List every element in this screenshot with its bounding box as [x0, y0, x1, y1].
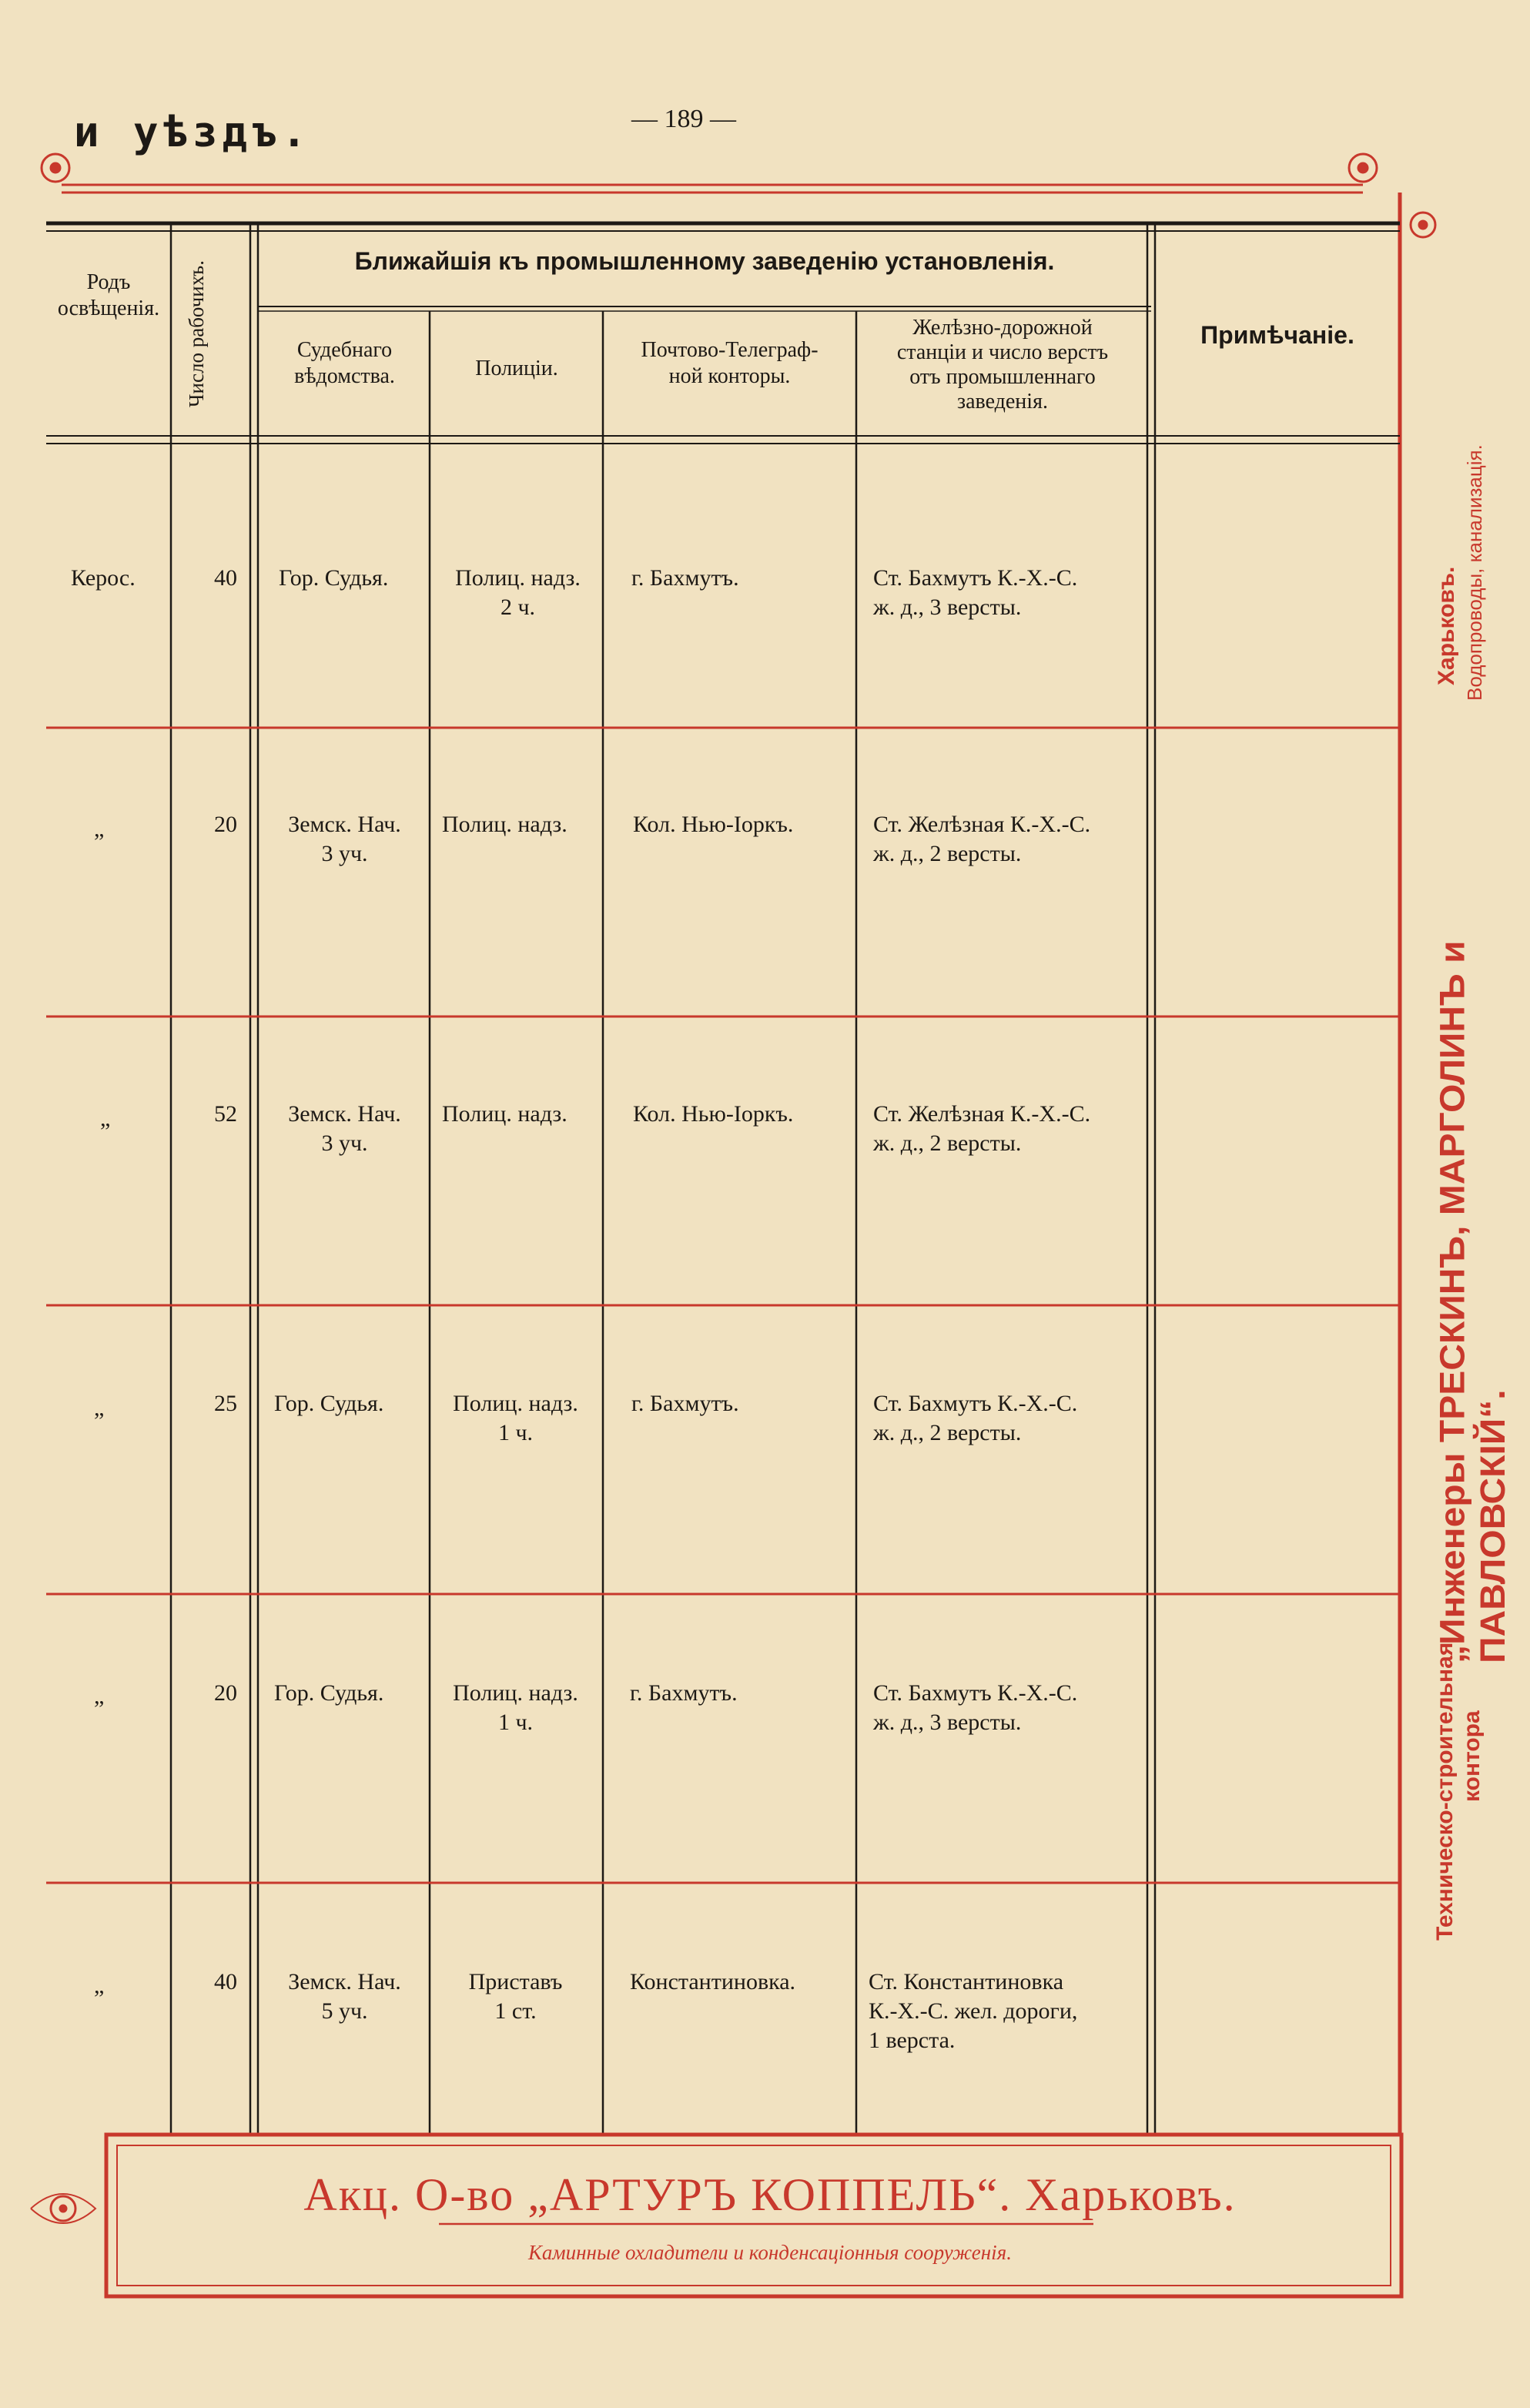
- col-court-header: Судебнаго вѣдомства.: [294, 338, 395, 388]
- row1-court: Гор. Судья.: [279, 565, 389, 591]
- bottom-ad-title: Акц. О-во „АРТУРЪ КОППЕЛЬ“. Харьковъ.: [303, 2169, 1237, 2220]
- bottom-ad-subtitle: Каминные охладители и конденсаціонныя сооруженія.: [528, 2241, 1012, 2264]
- row5-workers: 20: [214, 1680, 237, 1706]
- row2-railway: Ст. Желѣзная К.-Х.-С. ж. д., 2 версты.: [873, 812, 1091, 866]
- row6-court: Земск. Нач. 5 уч.: [288, 1969, 401, 2024]
- row6-lighting: „: [94, 1973, 105, 1998]
- col-remarks-header: Примѣчаніе.: [1200, 321, 1354, 349]
- row6-police: Приставъ 1 ст.: [468, 1969, 563, 2024]
- row3-railway: Ст. Желѣзная К.-Х.-С. ж. д., 2 версты.: [873, 1101, 1091, 1156]
- row1-railway: Ст. Бахмутъ К.-Х.-С. ж. д., 3 версты.: [873, 565, 1078, 620]
- row5-post: г. Бахмутъ.: [630, 1680, 738, 1706]
- page-heading: и уѣздъ.: [74, 108, 312, 156]
- side-ad-line2: контора: [1459, 1710, 1485, 1802]
- col-police-header: Полиціи.: [475, 357, 558, 380]
- row4-post: г. Бахмутъ.: [631, 1391, 739, 1416]
- side-ad-services: Водопроводы, канализація.: [1463, 444, 1486, 701]
- row4-lighting: „: [94, 1395, 105, 1421]
- row6-post: Константиновка.: [630, 1969, 796, 1994]
- page-number: — 189 —: [631, 105, 736, 133]
- row1-post: г. Бахмутъ.: [631, 565, 739, 591]
- col-post-header: Почтово-Телеграф- ной конторы.: [641, 338, 819, 388]
- row2-lighting: „: [94, 816, 105, 842]
- row5-police: Полиц. надз. 1 ч.: [453, 1680, 578, 1735]
- row5-railway: Ст. Бахмутъ К.-Х.-С. ж. д., 3 версты.: [873, 1680, 1078, 1735]
- row6-railway: Ст. Константиновка К.-Х.-С. жел. дороги, 1 верста.: [869, 1969, 1078, 2053]
- col-workers-header: Число рабочихъ.: [185, 260, 208, 408]
- row5-court: Гор. Судья.: [274, 1680, 384, 1706]
- col-nearest-group-header: Ближайшія къ промышленному заведенію установленія.: [354, 247, 1055, 275]
- row6-workers: 40: [214, 1969, 237, 1994]
- col-lighting-header: Родъ освѣщенія.: [57, 270, 160, 320]
- row3-post: Кол. Нью-Іоркъ.: [633, 1101, 794, 1127]
- row2-police: Полиц. надз.: [442, 812, 567, 837]
- row4-police: Полиц. надз. 1 ч.: [453, 1391, 578, 1445]
- row2-post: Кол. Нью-Іоркъ.: [633, 812, 794, 837]
- row4-railway: Ст. Бахмутъ К.-Х.-С. ж. д., 2 версты.: [873, 1391, 1078, 1445]
- row2-court: Земск. Нач. 3 уч.: [288, 812, 401, 866]
- row1-lighting: Керос.: [71, 565, 136, 591]
- row3-court: Земск. Нач. 3 уч.: [288, 1101, 401, 1156]
- row2-workers: 20: [214, 812, 237, 837]
- row3-lighting: „: [100, 1106, 111, 1131]
- row1-workers: 40: [214, 565, 237, 591]
- row5-lighting: „: [94, 1683, 105, 1709]
- row3-workers: 52: [214, 1101, 237, 1127]
- side-ad-city: Харьковъ.: [1434, 566, 1459, 685]
- side-ad-brand: „Инженеры ТРЕСКИНЪ, МАРГОЛИНЪ и ПАВЛОВСКІЙ“.: [1433, 940, 1513, 1663]
- row3-police: Полиц. надз.: [442, 1101, 567, 1127]
- row1-police: Полиц. надз. 2 ч.: [455, 565, 581, 620]
- row4-court: Гор. Судья.: [274, 1391, 384, 1416]
- side-ad-line1: Техническо-строительная: [1432, 1642, 1458, 1941]
- row4-workers: 25: [214, 1391, 237, 1416]
- col-railway-header: Желѣзно-дорожной станціи и число верстъ отъ промышленнаго заведенія.: [896, 316, 1109, 414]
